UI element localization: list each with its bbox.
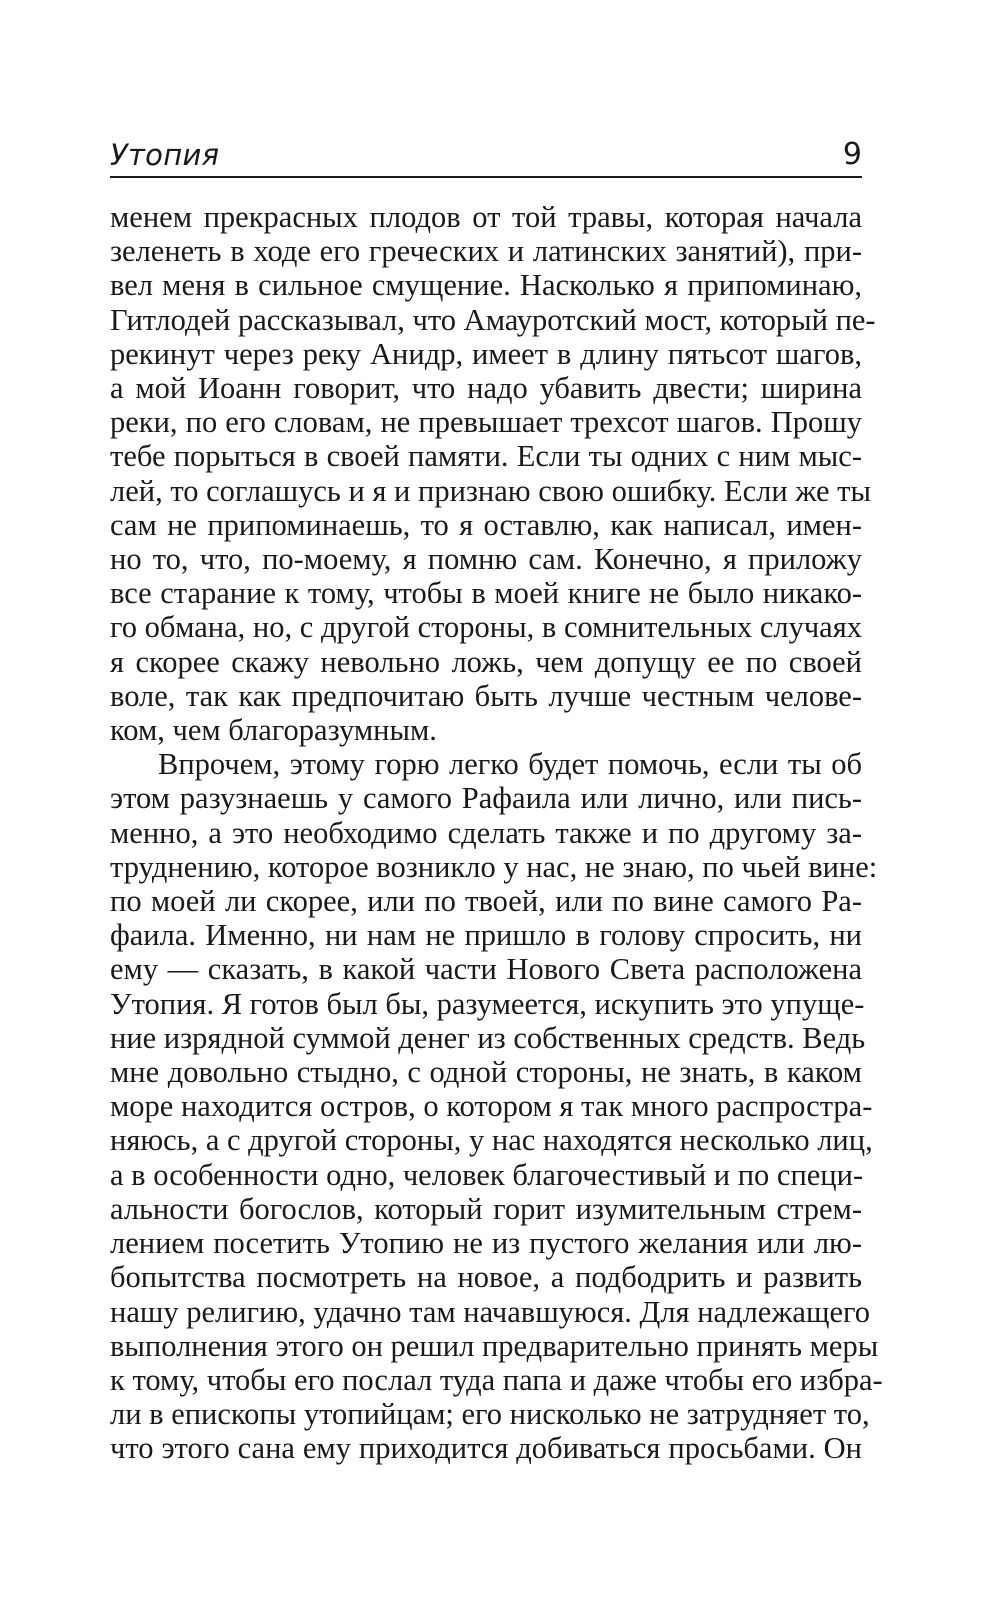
text-line: няюсь, а с другой стороны, у нас находятся несколько лиц, bbox=[110, 1123, 873, 1158]
text-line: менем прекрасных плодов от той травы, которая начала bbox=[110, 200, 862, 234]
text-line: но то, что, по-моему, я помню сам. Конечно, я приложу bbox=[110, 542, 862, 577]
text-line: к тому, чтобы его послал туда папа и даже чтобы его избра- bbox=[110, 1362, 883, 1397]
text-line: вел меня в сильное смущение. Насколько я припоминаю, bbox=[110, 268, 862, 303]
text-line: воле, так как предпочитаю быть лучше честным челове- bbox=[110, 678, 862, 713]
text-line: а в особенности одно, человек благочестивый и по специ- bbox=[110, 1157, 864, 1192]
text-line: труднению, которое возникло у нас, не знаю, по чьей вине: bbox=[110, 849, 878, 884]
text-line: ние изрядной суммой денег из собственных средств. Ведь bbox=[110, 1020, 866, 1055]
text-line: по моей ли скорее, или по твоей, или по вине самого Ра- bbox=[110, 884, 862, 919]
running-head bbox=[110, 128, 862, 178]
text-line: ему — сказать, в какой части Нового Света расположена bbox=[110, 952, 862, 987]
text-line: го обмана, но, с другой стороны, в сомнительных случаях bbox=[110, 610, 862, 645]
paragraph-2 bbox=[110, 747, 883, 1466]
text-line: менно, а это необходимо сделать также и по другому за- bbox=[110, 815, 862, 850]
text-line: что этого сана ему приходится добиваться просьбами. Он bbox=[110, 1431, 862, 1466]
text-line: этом разузнаешь у самого Рафаила или лично, или пись- bbox=[110, 781, 862, 816]
text-line: мне довольно стыдно, с одной стороны, не знать, в каком bbox=[110, 1055, 862, 1090]
text-line: ли в епископы утопийцам; его нисколько не затрудняет то, bbox=[110, 1397, 870, 1432]
text-line: рекинут через реку Анидр, имеет в длину пятьсот шагов, bbox=[110, 336, 862, 371]
paragraph-1 bbox=[110, 200, 876, 748]
book-page bbox=[110, 128, 883, 1466]
text-line: реки, по его словам, не превышает трехсот шагов. Прошу bbox=[110, 405, 862, 440]
text-line: тебе порыться в своей памяти. Если ты одних с ним мыс- bbox=[110, 439, 862, 474]
text-line: сам не припоминаешь, то я оставлю, как написал, имен- bbox=[110, 507, 862, 542]
text-line: ком, чем благоразумным. bbox=[110, 713, 437, 748]
text-line: бопытства посмотреть на новое, а подбодрить и развить bbox=[110, 1260, 862, 1295]
text-line: а мой Иоанн говорит, что надо убавить двести; ширина bbox=[110, 371, 862, 406]
text-line: лей, то соглашусь и я и признаю свою ошибку. Если же ты bbox=[110, 473, 871, 508]
text-line: лением посетить Утопию не из пустого желания или лю- bbox=[110, 1226, 862, 1261]
running-title: Утопия bbox=[110, 138, 220, 172]
text-line: зеленеть в ходе его греческих и латинских занятий), при- bbox=[110, 234, 862, 269]
text-line: Гитлодей рассказывал, что Амауротский мост, который пе- bbox=[110, 302, 876, 337]
text-line: Утопия. Я готов был бы, разумеется, искупить это упуще- bbox=[110, 986, 865, 1021]
text-line: я скорее скажу невольно ложь, чем допущу ее по своей bbox=[110, 644, 862, 679]
text-line: все старание к тому, чтобы в моей книге не было никако- bbox=[110, 576, 862, 611]
body-text bbox=[110, 200, 883, 1466]
page-number: 9 bbox=[842, 137, 862, 172]
text-line: фаила. Именно, ни нам не пришло в голову спросить, ни bbox=[110, 918, 862, 953]
text-line: нашу религию, удачно там начавшуюся. Для надлежащего bbox=[110, 1294, 870, 1329]
text-line: море находится остров, о котором я так много распростра- bbox=[110, 1089, 873, 1124]
text-line: выполнения этого он решил предварительно принять меры bbox=[110, 1328, 879, 1363]
text-line: альности богослов, который горит изумительным стрем- bbox=[110, 1191, 862, 1226]
text-line: Впрочем, этому горю легко будет помочь, если ты об bbox=[158, 747, 862, 782]
